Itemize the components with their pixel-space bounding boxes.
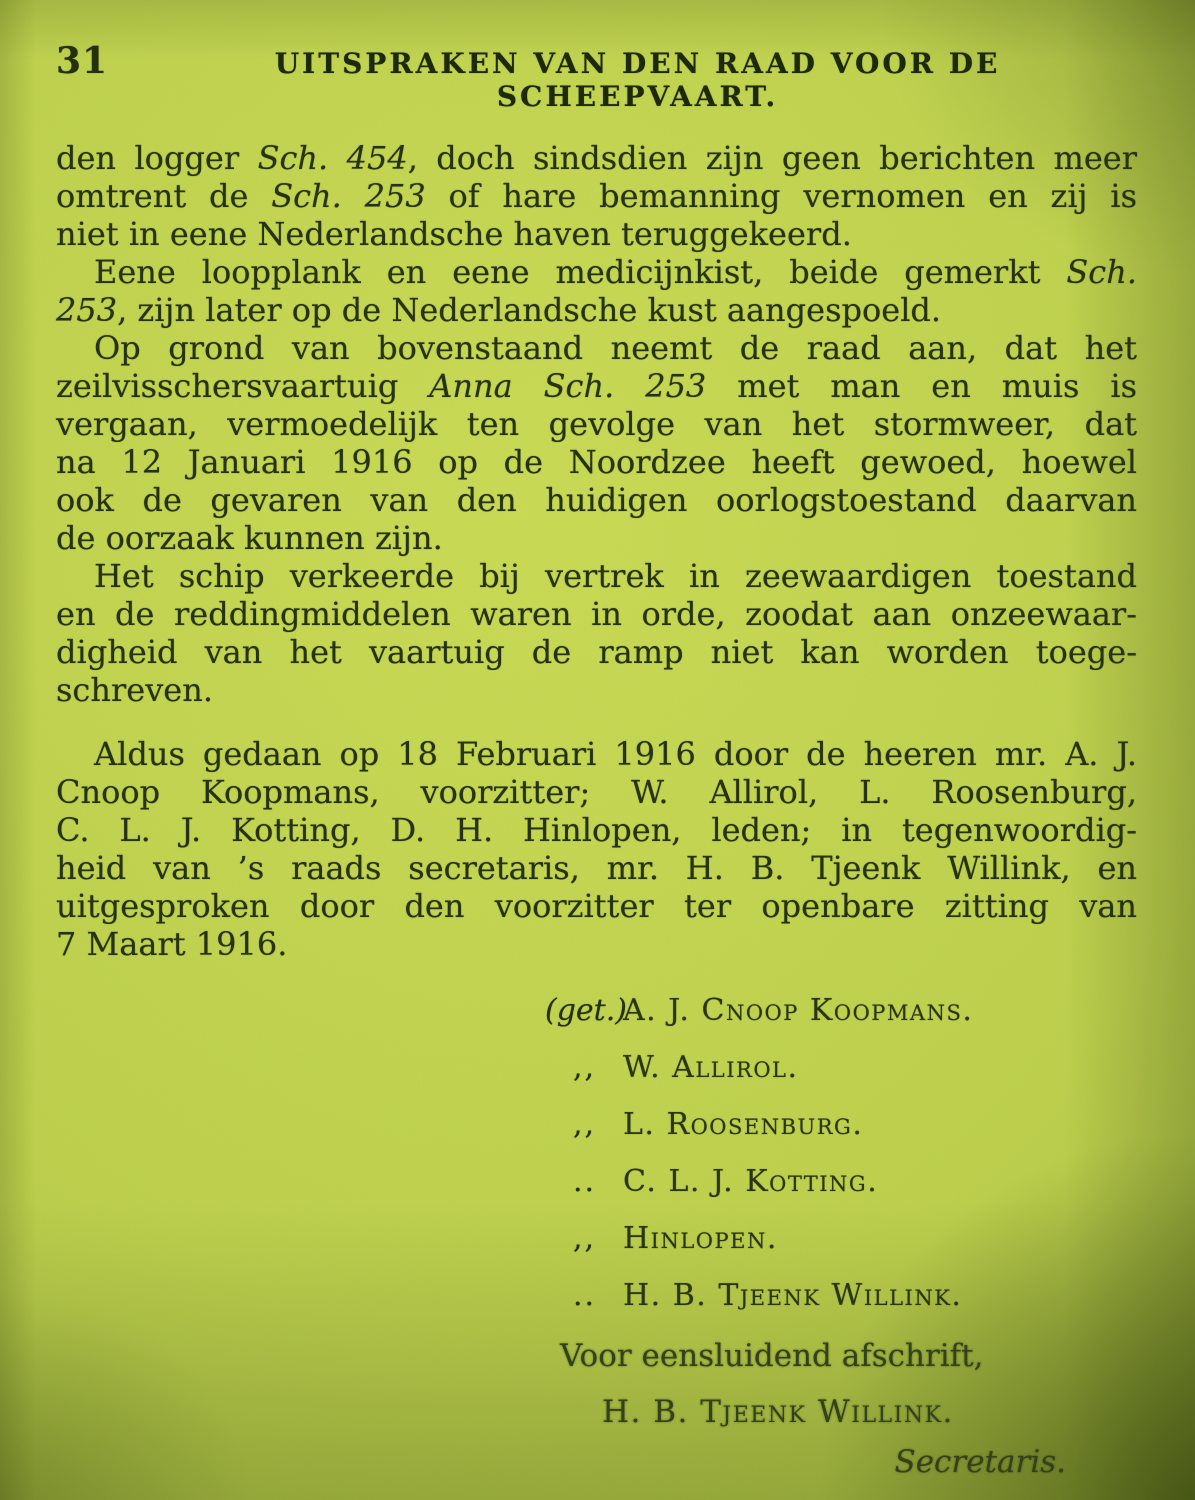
text-line: schreven.: [56, 671, 213, 709]
signatory-name: L. Roosenburg.: [623, 1107, 864, 1142]
text-line: C. L. J. Kotting, D. H. Hinlopen, leden; in tegenwoordig-: [56, 811, 1137, 849]
text-line: na 12 Januari 1916 op de Noordzee heeft gewoed, hoewel: [56, 443, 1137, 481]
signature-row: [545, 1050, 1137, 1086]
signature-row: [545, 993, 1137, 1029]
text-line: den logger Sch. 454, doch sindsdien zijn geen berichten meer: [56, 139, 1138, 177]
paragraph-4: [56, 557, 1137, 709]
text-line: 253, zijn later op de Nederlandsche kust aangespoeld.: [56, 291, 942, 329]
signature-row: [545, 1278, 1137, 1314]
text-line: digheid van het vaartuig de ramp niet kan worden toege-: [56, 633, 1137, 671]
page-number: 31: [56, 40, 109, 82]
text-line: Het schip verkeerde bij vertrek in zeewaardigen toestand: [94, 557, 1137, 595]
text-line: zeilvisschersvaartuig Anna Sch. 253 met man en muis is: [56, 367, 1138, 405]
text-line: uitgesproken door den voorzitter ter openbare zitting van: [56, 887, 1137, 925]
running-head-title: UITSPRAKEN VAN DEN RAAD VOOR DE SCHEEPVAART.: [274, 47, 1001, 113]
paragraph-5: [56, 735, 1137, 963]
ditto-mark: ,,: [573, 1221, 597, 1256]
signatory-name: H. B. Tjeenk Willink.: [623, 1278, 963, 1313]
signature-block: [545, 993, 1137, 1314]
signature-row: [545, 1107, 1137, 1143]
text-line: Aldus gedaan op 18 Februari 1916 door de heeren mr. A. J.: [94, 735, 1137, 773]
signature-row: [545, 1164, 1137, 1200]
attestation-line: Voor eensluidend afschrift,: [560, 1338, 984, 1374]
text-line: omtrent de Sch. 253 of hare bemanning vernomen en zij is: [56, 177, 1138, 215]
paragraph-2: [56, 253, 1137, 329]
closing-block: [560, 1336, 1072, 1482]
page-header: [56, 40, 1137, 113]
ditto-mark: ..: [573, 1278, 597, 1313]
signature-row: [545, 1221, 1137, 1257]
ditto-mark: ,,: [573, 1050, 597, 1085]
secretary-signature: H. B. Tjeenk Willink.: [602, 1394, 954, 1430]
text-line: en de reddingmiddelen waren in orde, zoodat aan onzeewaar-: [56, 595, 1137, 633]
paragraph-1: [56, 139, 1137, 253]
text-line: ook de gevaren van den huidigen oorlogstoestand daarvan: [56, 481, 1137, 519]
text-line: heid van ’s raads secretaris, mr. H. B. Tjeenk Willink, en: [56, 849, 1137, 887]
text-line: Op grond van bovenstaand neemt de raad aan, dat het: [94, 329, 1137, 367]
signature-prefix: (get.): [545, 993, 627, 1028]
text-line: Eene loopplank en eene medicijnkist, beide gemerkt Sch.: [94, 253, 1137, 291]
signatory-name: C. L. J. Kotting.: [623, 1164, 879, 1199]
ditto-mark: ..: [573, 1164, 597, 1199]
body-text: [56, 139, 1137, 963]
text-line: niet in eene Nederlandsche haven teruggekeerd.: [56, 215, 852, 253]
signatory-name: Hinlopen.: [623, 1221, 778, 1256]
signatory-name: A. J. Cnoop Koopmans.: [623, 993, 974, 1028]
ditto-mark: ,,: [573, 1107, 597, 1142]
paragraph-3: [56, 329, 1137, 557]
text-line: vergaan, vermoedelijk ten gevolge van het stormweer, dat: [56, 405, 1137, 443]
text-line: 7 Maart 1916.: [56, 925, 288, 963]
text-line: Cnoop Koopmans, voorzitter; W. Allirol, L. Roosenburg,: [56, 773, 1137, 811]
text-line: de oorzaak kunnen zijn.: [56, 519, 443, 557]
signatory-name: W. Allirol.: [623, 1050, 799, 1085]
secretary-title: Secretaris.: [894, 1444, 1066, 1480]
